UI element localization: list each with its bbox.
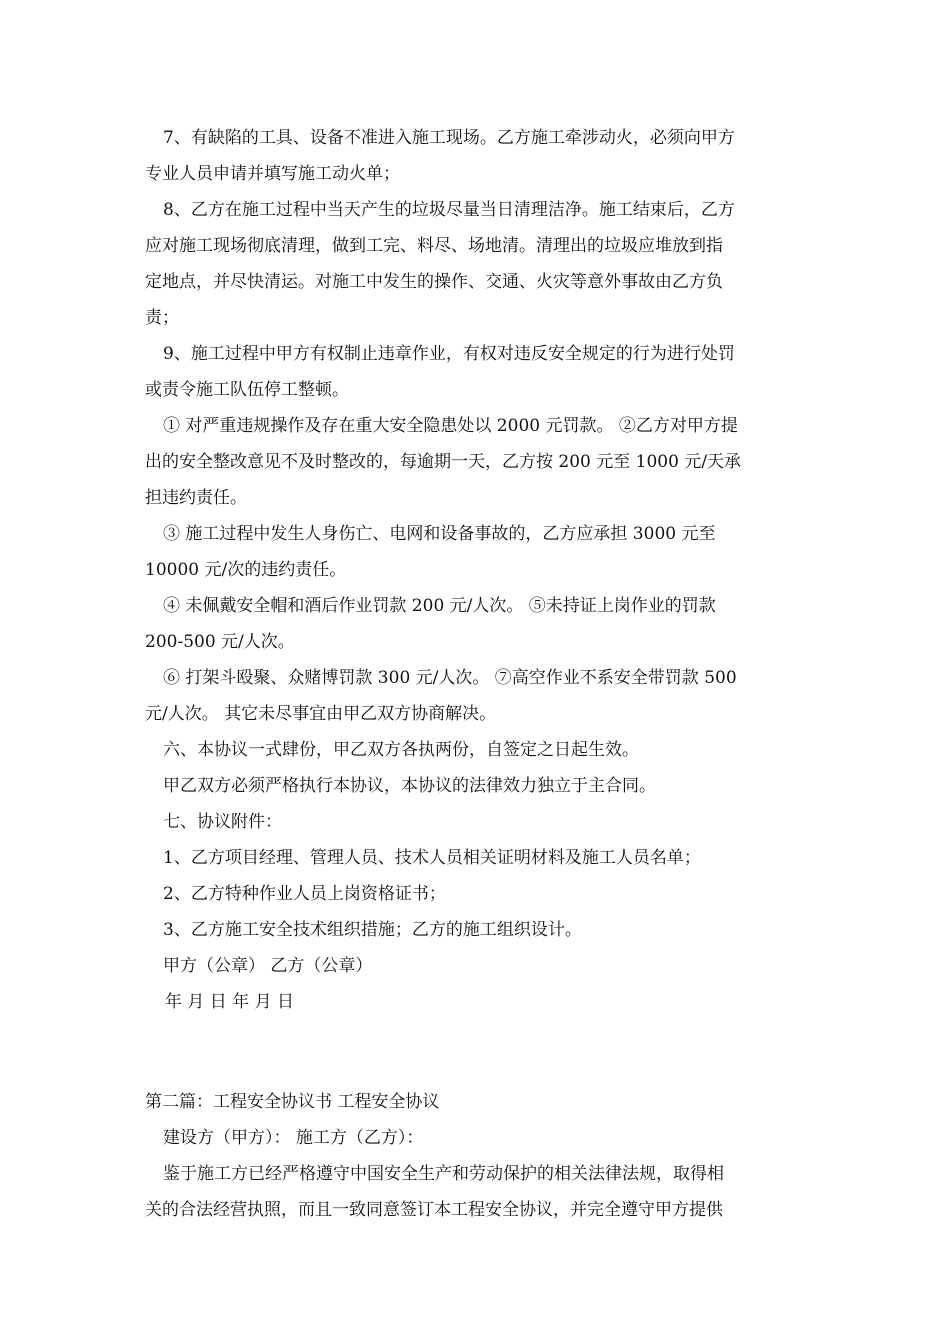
text-line: 应对施工现场彻底清理，做到工完、料尽、场地清。清理出的垃圾应堆放到指 <box>145 236 723 256</box>
text-line: 2、乙方特种作业人员上岗资格证书； <box>163 884 446 904</box>
text-line: ① 对严重违规操作及存在重大安全隐患处以 2000 元罚款。 ②乙方对甲方提 <box>163 416 738 436</box>
text-line: 或责令施工队伍停工整顿。 <box>145 380 349 400</box>
text-line: 元/人次。 其它未尽事宜由甲乙双方协商解决。 <box>145 704 497 724</box>
text-line: 甲乙双方必须严格执行本协议，本协议的法律效力独立于主合同。 <box>163 776 656 796</box>
text-line: 关的合法经营执照，而且一致同意签订本工程安全协议，并完全遵守甲方提供 <box>145 1200 723 1220</box>
text-line: 200-500 元/人次。 <box>145 632 295 652</box>
text-line: 担违约责任。 <box>145 488 247 508</box>
date-line: 年 月 日 年 月 日 <box>165 992 295 1012</box>
text-line: 责； <box>145 308 179 328</box>
text-line: 出的安全整改意见不及时整改的，每逾期一天，乙方按 200 元至 1000 元/天承 <box>145 452 742 472</box>
text-line: 六、本协议一式肆份，甲乙双方各执两份，自签定之日起生效。 <box>163 740 639 760</box>
text-line: 专业人员申请并填写施工动火单； <box>145 164 400 184</box>
text-line: 鉴于施工方已经严格遵守中国安全生产和劳动保护的相关法律法规，取得相 <box>163 1164 724 1184</box>
text-line: 3、乙方施工安全技术组织措施；乙方的施工组织设计。 <box>163 920 582 940</box>
text-line: 建设方（甲方）： 施工方（乙方）： <box>163 1128 424 1148</box>
signature-line: 甲方（公章） 乙方（公章） <box>163 956 373 976</box>
text-line: 七、协议附件： <box>163 812 282 832</box>
text-line: 7、有缺陷的工具、设备不准进入施工现场。乙方施工牵涉动火，必须向甲方 <box>163 128 735 148</box>
section-title: 第二篇：工程安全协议书 工程安全协议 <box>145 1092 440 1112</box>
text-line: 9、施工过程中甲方有权制止违章作业，有权对违反安全规定的行为进行处罚 <box>163 344 735 364</box>
text-line: ⑥ 打架斗殴聚、众赌博罚款 300 元/人次。 ⑦高空作业不系安全带罚款 500 <box>163 668 737 688</box>
text-line: 10000 元/次的违约责任。 <box>145 560 347 580</box>
text-line: 1、乙方项目经理、管理人员、技术人员相关证明材料及施工人员名单； <box>163 848 701 868</box>
text-line: ③ 施工过程中发生人身伤亡、电网和设备事故的，乙方应承担 3000 元至 <box>163 524 716 544</box>
text-line: 定地点，并尽快清运。对施工中发生的操作、交通、火灾等意外事故由乙方负 <box>145 272 723 292</box>
text-line: ④ 未佩戴安全帽和酒后作业罚款 200 元/人次。 ⑤未持证上岗作业的罚款 <box>163 596 716 616</box>
text-line: 8、乙方在施工过程中当天产生的垃圾尽量当日清理洁净。施工结束后，乙方 <box>163 200 735 220</box>
